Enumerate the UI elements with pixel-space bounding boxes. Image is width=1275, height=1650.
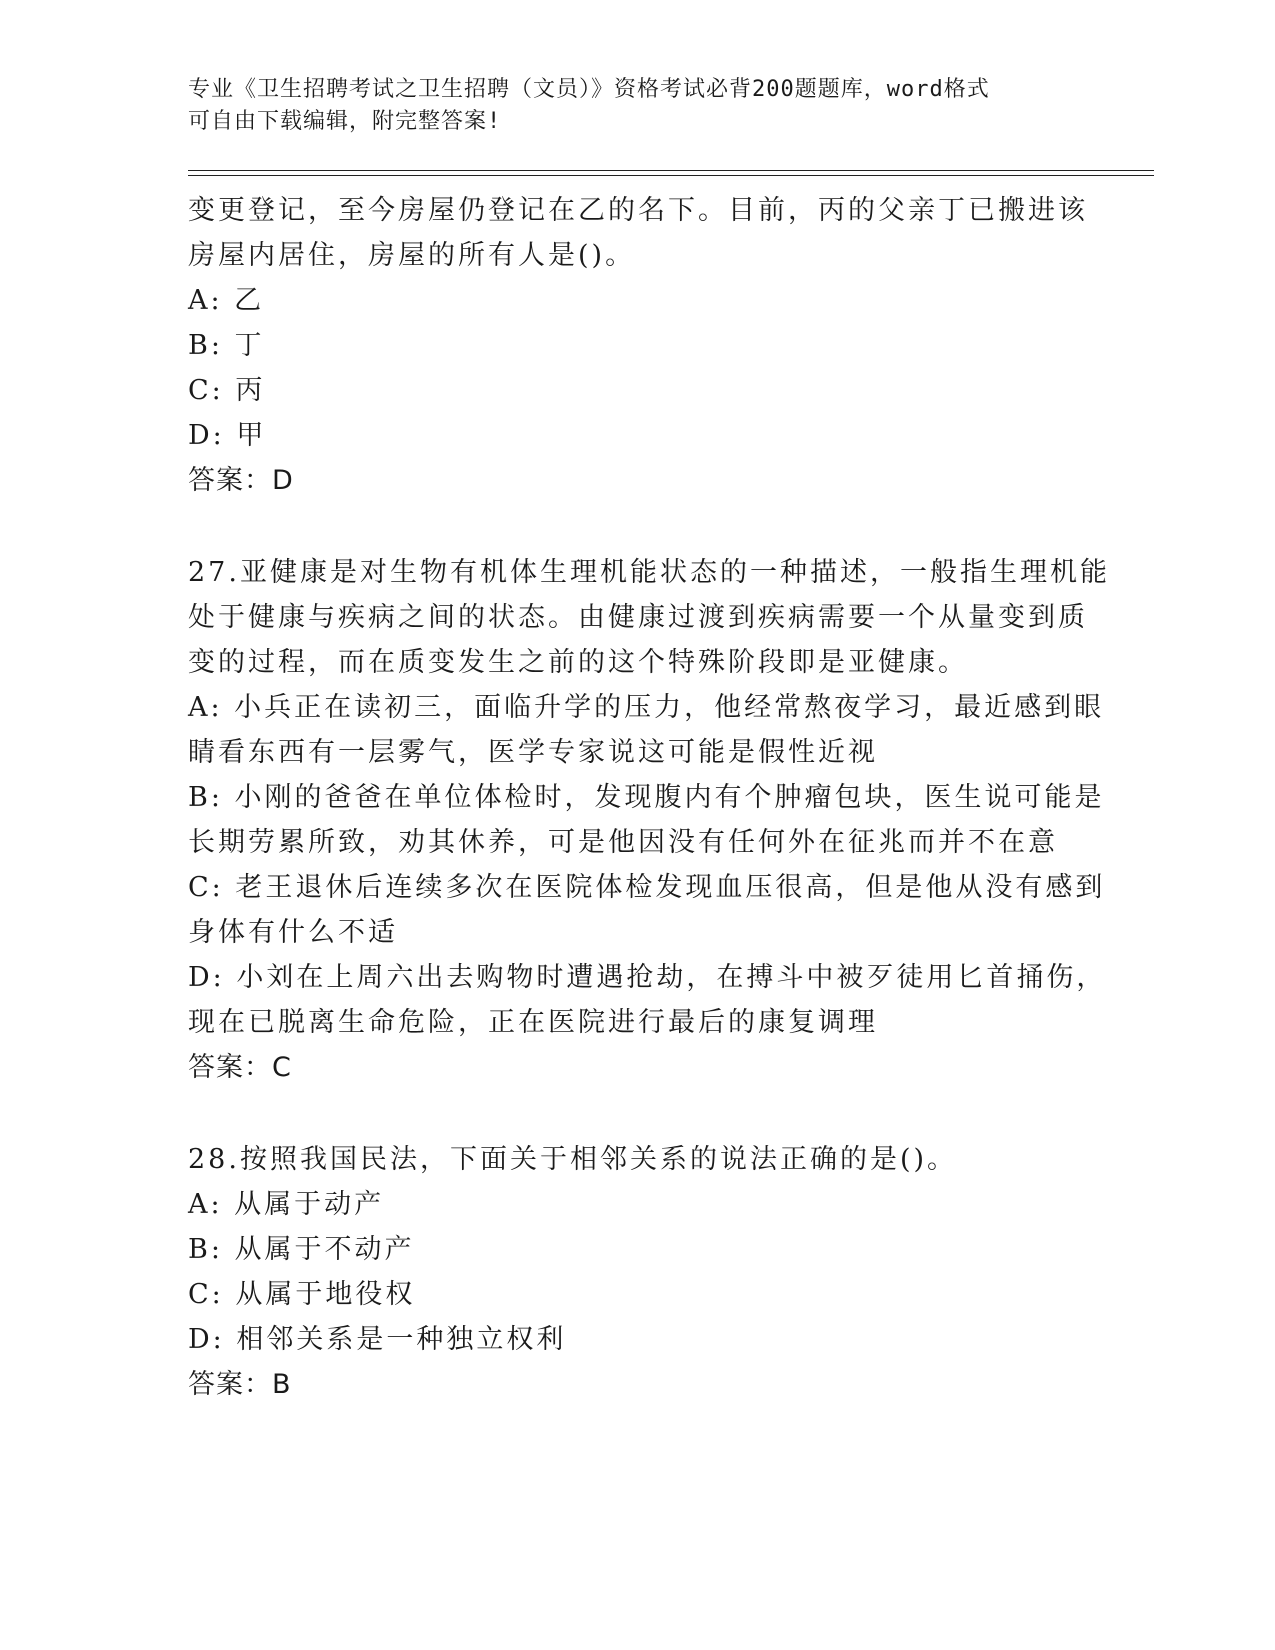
option-d: D: 相邻关系是一种独立权利 xyxy=(188,1324,567,1355)
option-c: C: 老王退休后连续多次在医院体检发现血压很高，但是他从没有感到 xyxy=(188,872,1106,903)
option-a: A: 小兵正在读初三，面临升学的压力，他经常熬夜学习，最近感到眼 xyxy=(188,692,1105,723)
question-spacer xyxy=(188,1090,1088,1137)
question-spacer xyxy=(188,503,1088,550)
question-stem-line: 处于健康与疾病之间的状态。由健康过渡到疾病需要一个从量变到质 xyxy=(188,602,1088,633)
document-header xyxy=(188,74,1068,138)
option-c: C: 从属于地役权 xyxy=(188,1279,416,1310)
option-a-continued: 睛看东西有一层雾气，医学专家说这可能是假性近视 xyxy=(188,737,878,768)
question-stem-line: 28.按照我国民法，下面关于相邻关系的说法正确的是()。 xyxy=(188,1144,958,1175)
answer-line: 答案：D xyxy=(188,465,294,496)
option-d-continued: 现在已脱离生命危险，正在医院进行最后的康复调理 xyxy=(188,1007,878,1038)
answer-line: 答案：B xyxy=(188,1369,292,1400)
header-divider-bottom xyxy=(188,175,1154,176)
option-b: B: 丁 xyxy=(188,330,265,361)
header-divider-top xyxy=(188,170,1154,171)
question-stem-line: 变的过程，而在质变发生之前的这个特殊阶段即是亚健康。 xyxy=(188,647,968,678)
answer-line: 答案：C xyxy=(188,1052,292,1083)
question-27 xyxy=(188,550,1110,1090)
question-stem-line: 27.亚健康是对生物有机体生理机能状态的一种描述，一般指生理机能 xyxy=(188,557,1110,588)
question-26 xyxy=(188,188,1088,503)
option-b-continued: 长期劳累所致，劝其休养，可是他因没有任何外在征兆而并不在意 xyxy=(188,827,1058,858)
question-list xyxy=(188,188,1110,1407)
option-d: D: 甲 xyxy=(188,420,267,451)
option-a: A: 从属于动产 xyxy=(188,1189,385,1220)
header-title-line-2: 可自由下载编辑，附完整答案! xyxy=(188,109,502,134)
question-stem-line: 变更登记，至今房屋仍登记在乙的名下。目前，丙的父亲丁已搬进该 xyxy=(188,195,1088,226)
question-28 xyxy=(188,1137,1088,1407)
option-b: B: 从属于不动产 xyxy=(188,1234,415,1265)
question-stem-line: 房屋内居住，房屋的所有人是()。 xyxy=(188,240,636,271)
option-b: B: 小刚的爸爸在单位体检时，发现腹内有个肿瘤包块，医生说可能是 xyxy=(188,782,1105,813)
option-d: D: 小刘在上周六出去购物时遭遇抢劫，在搏斗中被歹徒用匕首捅伤， xyxy=(188,962,1107,993)
option-c-continued: 身体有什么不适 xyxy=(188,917,398,948)
header-title-line-1: 专业《卫生招聘考试之卫生招聘（文员）》资格考试必背200题题库，word格式 xyxy=(188,77,990,102)
option-c: C: 丙 xyxy=(188,375,266,406)
option-a: A: 乙 xyxy=(188,285,265,316)
